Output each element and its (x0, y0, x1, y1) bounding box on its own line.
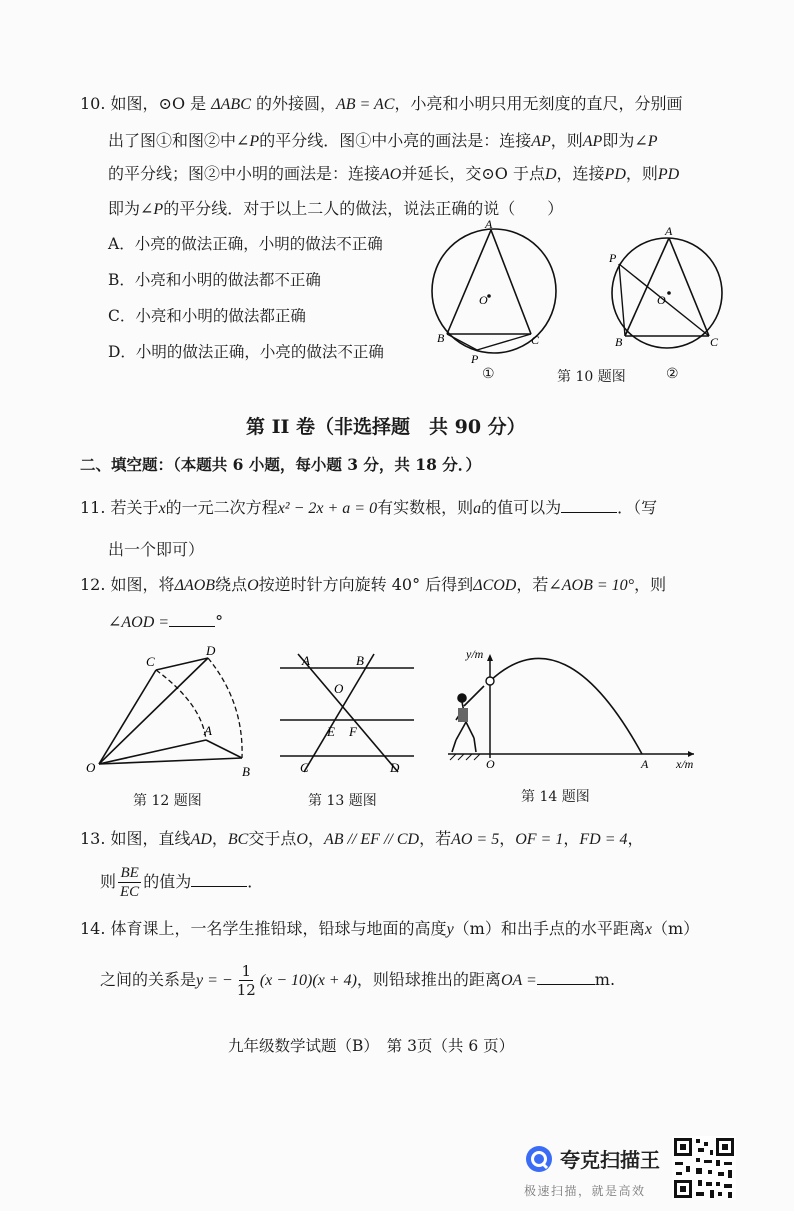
label-b: B (242, 764, 250, 779)
part-heading: 二、填空题：（本题共 6 小题，每小题 3 分，共 18 分．） (80, 455, 482, 474)
q13-text: ， (627, 829, 644, 848)
q12-number: 12. (80, 575, 106, 594)
q10-math: AP (531, 133, 551, 150)
q14-math: x (644, 921, 652, 938)
label-o: O (86, 760, 96, 775)
q13-math: AD (190, 831, 212, 848)
q13-line-2 (100, 862, 263, 902)
y-axis-arrow (487, 654, 493, 661)
scanner-logo-icon (524, 1144, 554, 1174)
line-ad (298, 654, 398, 772)
q12-math: ∠AOB = 10° (548, 577, 635, 594)
q10-figure-caption: 第 10 题图 (557, 369, 626, 385)
q13-text: 交于点 (248, 829, 297, 848)
q12-line-2 (108, 611, 223, 634)
q13-numerator: BE (120, 865, 139, 881)
q13-text: 则 (100, 872, 117, 891)
label-o: O (334, 681, 344, 696)
q10-math: ∠P (140, 201, 164, 218)
q13-text: ， (307, 829, 324, 848)
q13-text: ， (499, 829, 516, 848)
arc-ca (156, 670, 206, 740)
q13-fraction (118, 864, 141, 901)
q13-denominator: EC (120, 884, 140, 900)
q14-numerator: 1 (241, 962, 252, 980)
q10-figure-label-2: ② (666, 366, 679, 382)
q11-answer-blank[interactable] (561, 512, 617, 513)
qr-code-icon (672, 1136, 736, 1200)
brand-slogan: 极速扫描，就是高效 (524, 1184, 646, 1198)
q11-text: 有实数根，则 (377, 498, 474, 517)
q10-math: AP (582, 133, 603, 150)
q12-text: ，则 (634, 575, 667, 594)
q13-text: ． (247, 872, 264, 891)
label-p: P (609, 251, 617, 265)
q12-text: ° (215, 612, 224, 631)
q14-line-2 (100, 958, 615, 1003)
q14-text: m. (594, 970, 616, 989)
q13-math: FD = 4 (579, 831, 628, 848)
q14-text: ，则铅球推出的距离 (356, 970, 501, 989)
q12-answer-blank[interactable] (169, 626, 215, 627)
q14-text: （m） (651, 919, 700, 938)
label-b: B (615, 335, 623, 349)
q10-text: 的平分线；图②中小明的画法是：连接 (108, 164, 381, 183)
q10-math: PD (657, 166, 680, 183)
q12-text: 按逆时针方向旋转 40° 后得到 (258, 575, 474, 594)
q14-math: OA = (500, 972, 537, 989)
label-b: B (437, 331, 445, 345)
label-o: O (486, 757, 495, 771)
q13-answer-blank[interactable] (191, 886, 247, 887)
q14-text: 体育课上，一名学生推铅球，铅球与地面的高度 (110, 919, 447, 938)
q14-text: 之间的关系是 (100, 970, 197, 989)
q10-math: AB = AC (335, 96, 395, 113)
label-c: C (531, 333, 540, 347)
q11-text: ．（写 (617, 498, 658, 517)
q10-text: 的平分线．对于以上二人的做法，说法正确的说（ ） (163, 199, 564, 218)
label-d: D (390, 760, 400, 775)
q13-math: BC (227, 831, 249, 848)
q10-math: D (544, 166, 557, 183)
q13-text: ，若 (419, 829, 452, 848)
q10-option-c[interactable]: C．小亮和小明的做法都正确 (108, 307, 306, 325)
circumcircle-2 (612, 238, 722, 348)
segment-ac (669, 238, 709, 336)
q10-line-3 (108, 163, 679, 186)
q14-math: y (446, 921, 454, 938)
q12-line-1 (80, 574, 666, 597)
q10-text: ，连接 (556, 164, 605, 183)
q10-figure-label-1: ① (482, 366, 495, 382)
scanner-watermark (522, 1140, 772, 1200)
q13-math: AO = 5 (451, 831, 500, 848)
q14-math: (x − 10)(x + 4) (259, 972, 357, 989)
section-title: 第 II 卷（非选择题 共 90 分） (246, 416, 526, 438)
q10-number: 10. (80, 94, 106, 113)
label-a: A (204, 723, 212, 738)
label-o: O (657, 293, 666, 307)
q14-math: y = − (196, 972, 233, 989)
label-a: A (485, 218, 493, 231)
q14-figure-caption: 第 14 题图 (521, 789, 590, 805)
q13-figure (276, 648, 426, 778)
segment-cd (156, 658, 208, 670)
q10-text: 出了图①和图②中 (108, 131, 237, 150)
q12-math: ΔAOB (174, 577, 216, 594)
q10-math: PD (604, 166, 626, 183)
y-axis-label: y/m (466, 647, 484, 661)
q10-line-1 (80, 93, 682, 116)
q11-equation: x² − 2x + a = 0 (277, 500, 378, 517)
label-o: O (479, 293, 488, 307)
x-axis-label: x/m (676, 757, 694, 771)
segment-pc (477, 334, 531, 350)
q11-line-1 (80, 497, 657, 520)
q12-text: 如图，将 (110, 575, 175, 594)
q13-figure-caption: 第 13 题图 (308, 793, 377, 809)
student-figure (452, 686, 484, 752)
line-bc (304, 654, 374, 772)
q11-text: 若关于 (110, 498, 159, 517)
q10-text: 的平分线．图①中小亮的画法是：连接 (259, 131, 532, 150)
q13-text: 如图，直线 (110, 829, 191, 848)
q13-text: ， (211, 829, 228, 848)
q10-text: 如图，⊙O 是 (110, 94, 212, 113)
q10-math: AO (380, 166, 402, 183)
label-p: P (471, 352, 479, 366)
q13-text: 的值为 (143, 872, 192, 891)
q10-option-b[interactable]: B．小亮和小明的做法都不正确 (108, 271, 321, 289)
q14-fraction (235, 962, 258, 999)
q12-math: ∠AOD = (108, 614, 170, 631)
label-c: C (146, 654, 155, 669)
q10-text: 并延长，交⊙O 于点 (401, 164, 545, 183)
q11-text: 出一个即可） (108, 540, 205, 559)
label-c: C (710, 335, 719, 349)
q11-number: 11. (80, 498, 106, 517)
q14-answer-blank[interactable] (537, 984, 595, 985)
q14-line-1 (80, 918, 699, 941)
page-footer: 九年级数学试题（B） 第 3页（共 6 页） (228, 1037, 515, 1055)
q10-text: ，小亮和小明只用无刻度的直尺，分别画 (394, 94, 683, 113)
q12-math: O (247, 577, 259, 594)
label-c: C (300, 760, 309, 775)
q13-line-1 (80, 828, 644, 851)
q10-text: 即为 (602, 131, 635, 150)
trajectory-curve (490, 658, 642, 754)
segment-ab (206, 740, 242, 758)
label-b: B (356, 653, 364, 668)
q10-math: ΔABC (211, 96, 251, 113)
q10-line-2 (108, 130, 658, 153)
q12-text: ，若 (516, 575, 549, 594)
q13-math: O (296, 831, 308, 848)
q13-number: 13. (80, 829, 106, 848)
label-d: D (206, 643, 216, 658)
q14-text: （m）和出手点的水平距离 (453, 919, 645, 938)
segment-ab (447, 230, 491, 334)
q13-text: ， (563, 829, 580, 848)
q10-text: ，则 (625, 164, 658, 183)
q13-math: OF = 1 (515, 831, 564, 848)
q11-math: x (158, 500, 166, 517)
segment-ac (491, 230, 531, 334)
q14-denominator: 12 (236, 981, 256, 999)
q10-math: ∠P (634, 133, 658, 150)
label-a: A (665, 224, 673, 238)
q10-text: 即为 (108, 199, 141, 218)
q11-text: 的值可以为 (481, 498, 562, 517)
q11-text: 的一元二次方程 (165, 498, 278, 517)
label-a: A (302, 653, 310, 668)
center-dot (487, 294, 491, 298)
q12-text: 绕点 (215, 575, 248, 594)
q11-line-2 (108, 539, 204, 561)
q13-math: AB // EF // CD (323, 831, 420, 848)
q10-option-a[interactable]: A．小亮的做法正确，小明的做法不正确 (108, 235, 383, 253)
q12-figure-caption: 第 12 题图 (133, 793, 202, 809)
q10-text: ，则 (550, 131, 583, 150)
center-dot (667, 291, 671, 295)
q12-figure (84, 642, 264, 782)
q10-math: ∠P (236, 133, 260, 150)
label-a: A (641, 757, 649, 771)
q14-figure (444, 642, 704, 782)
q10-figure-2 (605, 220, 730, 355)
brand-name: 夸克扫描王 (560, 1148, 660, 1172)
q14-number: 14. (80, 919, 106, 938)
label-e: E (327, 724, 335, 739)
q12-math: ΔCOD (473, 577, 517, 594)
label-f: F (349, 724, 357, 739)
segment-bp (447, 334, 477, 350)
q11-math: a (473, 500, 482, 517)
q10-option-d[interactable]: D．小明的做法正确，小亮的做法不正确 (108, 343, 384, 361)
ground-hatch (450, 754, 480, 760)
q10-text: 的外接圆， (250, 94, 336, 113)
shot-put-ball (486, 677, 494, 685)
q10-figure-1 (425, 218, 565, 368)
